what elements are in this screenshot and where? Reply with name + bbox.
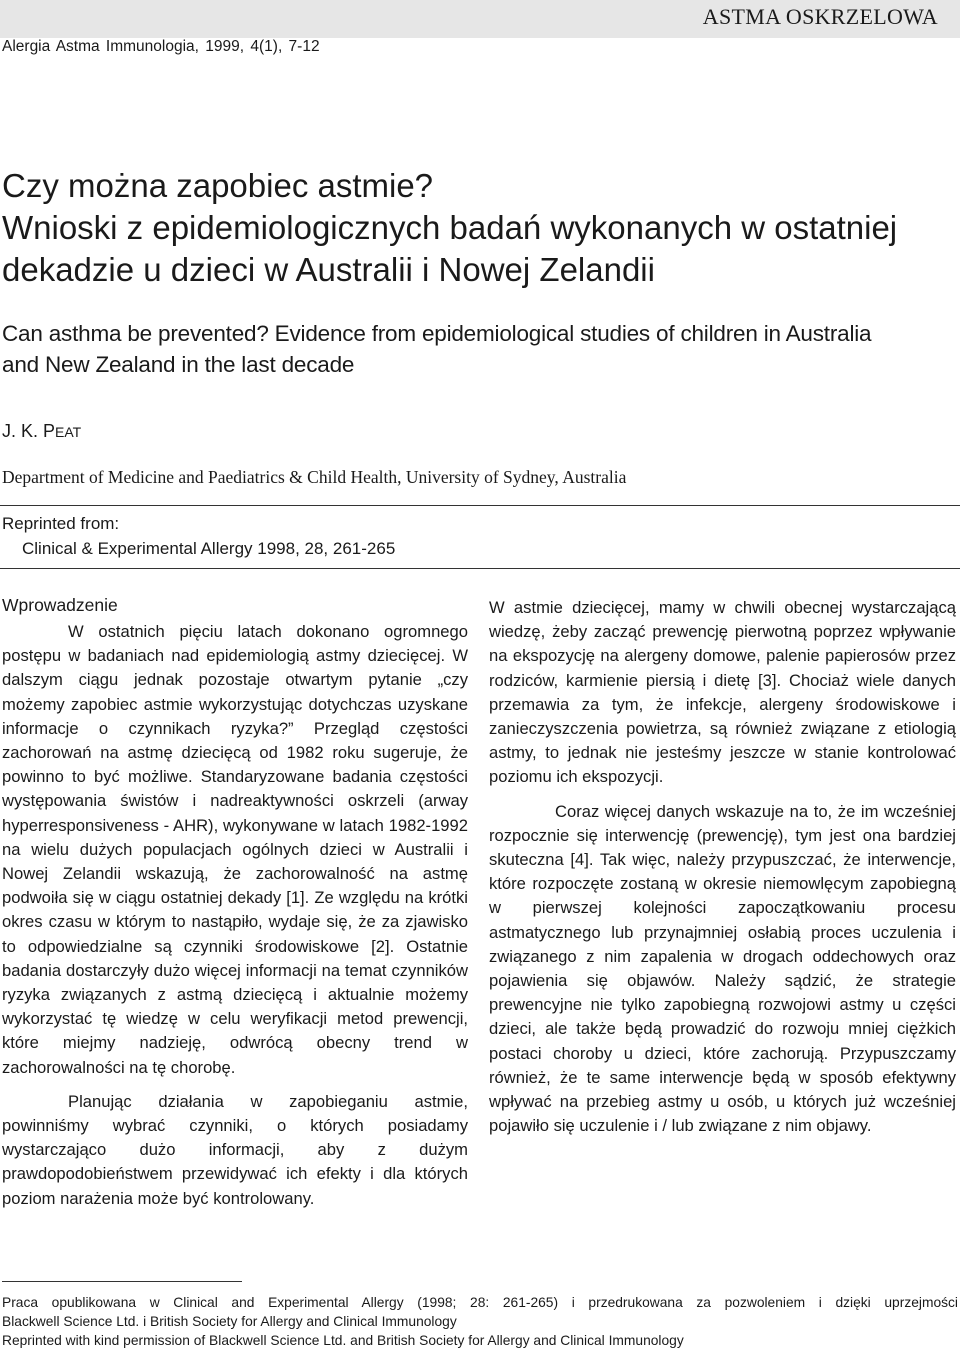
reprint-label: Reprinted from: bbox=[2, 514, 120, 533]
paragraph: Planując działania w zapobieganiu astmie, powinniśmy wybrać czynniki, o których posiadamy wystarczająco dużo informacji, aby z dużym prawdopodobieństwem przewidywać ich efekty i dla których poziom narażenia może być kontrolowany. bbox=[2, 1091, 468, 1208]
article-title-english bbox=[2, 318, 960, 380]
paragraph: Coraz więcej danych wskazuje na to, że im wcześniej rozpocznie się interwencję (prewencję), tym jest ona bardziej skuteczna [4]. Tak więc, należy przypuszczać, że interwencje, które rozpoczęte zostaną w okresie niemowlęcym zapobiegną w pierwszej kolejności zapoczątkowaniu procesu astmatycznego lub przynajmniej osłabią proces uczulenia i związanego z nim zapalenia w drogach oddechowych oraz pojawienia się objawów. Należy sądzić, że strategie prewencyjne nie tylko zapobiegną rozwojowi astmy u części dzieci, ale także będą prowadzić do rozwoju mniej ciężkich postaci choroby u dzieci, które zachorują. Przypuszczamy również, że te same interwencje będą w sposób efektywny wpływać na przebieg astmy u osób, u których już wcześniej pojawiło się uczulenie i / lub związane z nim objawy. bbox=[489, 801, 956, 1136]
footnote-line: Blackwell Science Ltd. i British Society for Allergy and Clinical Immunology bbox=[2, 1314, 457, 1329]
title-line: Can asthma be prevented? Evidence from epidemiological studies of children in Australia bbox=[2, 321, 872, 346]
title-line: and New Zealand in the last decade bbox=[2, 352, 355, 377]
paragraph: W astmie dziecięcej, mamy w chwili obecnej wystarczającą wiedzę, żeby zacząć prewencję pierwotną poprzez wpływanie na ekspozycję na alergeny domowe, palenie papierosów przez rodziców, karmienie piersią i dietę [3]. Chociaż wiele danych przemawia za tym, że infekcje, alergeny środowiskowe i zanieczyszczenia powietrza, są również związane z etiologią astmy, to jednak nie jesteśmy jeszcze w stanie kontrolować poziomu ich ekspozycji. bbox=[489, 598, 956, 787]
section-label: ASTMA OSKRZELOWA bbox=[702, 4, 938, 29]
divider bbox=[0, 505, 960, 506]
reprint-source: Clinical & Experimental Allergy 1998, 28, 261-265 bbox=[22, 539, 396, 558]
left-column bbox=[2, 620, 468, 1211]
divider bbox=[0, 568, 960, 569]
footnote bbox=[2, 1293, 958, 1350]
footnote-divider bbox=[2, 1281, 242, 1282]
author-affiliation: Department of Medicine and Paediatrics & Child Health, University of Sydney, Australia bbox=[2, 467, 627, 487]
title-line: dekadzie u dzieci w Australii i Nowej Zelandii bbox=[2, 251, 655, 288]
title-line: Wnioski z epidemiologicznych badań wykonanych w ostatniej bbox=[2, 209, 898, 246]
author-surname-smallcaps: EAT bbox=[55, 424, 82, 440]
footnote-line: Praca opublikowana w Clinical and Experimental Allergy (1998; 28: 261-265) i przedrukowana za pozwoleniem i dzięki uprzejmości bbox=[2, 1295, 958, 1310]
section-heading: Wprowadzenie bbox=[2, 595, 118, 615]
title-line: Czy można zapobiec astmie? bbox=[2, 167, 434, 204]
right-column bbox=[489, 596, 956, 1138]
article-title-polish bbox=[2, 165, 942, 291]
paragraph: W ostatnich pięciu latach dokonano ogromnego postępu w badaniach nad epidemiologią astmy dziecięcej. W dalszym ciągu jednak pozostaje otwartym pytanie „czy możemy zapobiec astmie wykorzystując dotychczas uzyskane informacje o czynnikach ryzyka?” Przegląd częstości zachorowań na astmę dziecięcą od 1982 roku sugeruje, że powinno to być możliwe. Standaryzowane badania częstości występowania świstów i nadreaktywności oskrzeli (arway hyperresponsiveness - AHR), wykonywane w latach 1982-1992 na wielu dużych populacjach ogólnych dzieci w Australii i Nowej Zelandii wskazują, że zachorowalność na astmę podwoiła się w ciągu ostatniej dekady [1]. Ze względu na krótki okres czasu w którym to nastąpiło, wydaje się, że za zjawisko to odpowiedzialne są czynniki środowiskowe [2]. Ostatnie badania dostarczyły dużo więcej informacji na temat czynników ryzyka związanych z astmą dziecięcą i aktualnie możemy wykorzystać tę wiedzę w celu weryfikacji metod prewencji, które miejmy nadzieję, odwrócą obecny trend w zachorowalności na tę chorobę. bbox=[2, 622, 468, 1077]
journal-reference: Alergia Astma Immunologia, 1999, 4(1), 7-12 bbox=[2, 38, 320, 55]
author bbox=[2, 421, 81, 442]
footnote-line: Reprinted with kind permission of Blackwell Science Ltd. and British Society for Allergy and Clinical Immunology bbox=[2, 1333, 684, 1348]
author-initials: J. K. P bbox=[2, 421, 56, 441]
